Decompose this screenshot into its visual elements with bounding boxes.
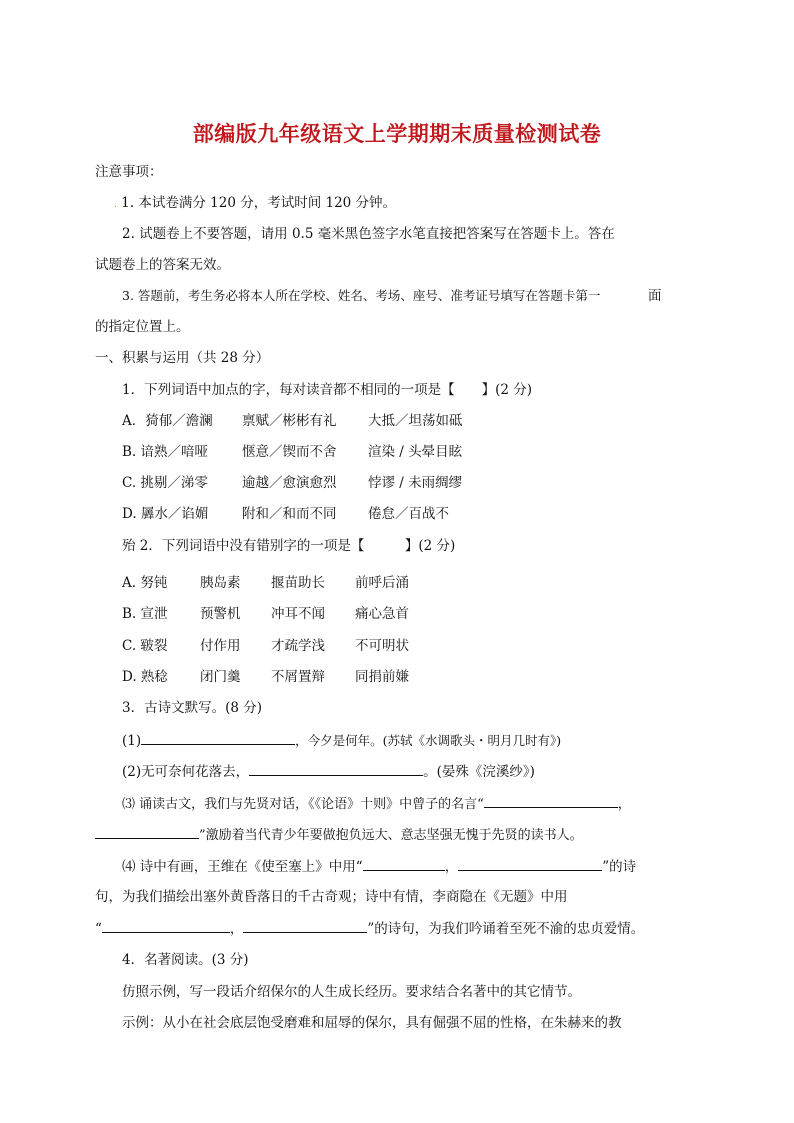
q2-option-c-3: 才疏学浅 (271, 638, 325, 654)
q1-option-a-2: 禀赋／彬彬有礼 (242, 413, 337, 429)
q1-option-b-1: B. 谙熟／喑哑 (122, 444, 209, 460)
notice-item-1 (114, 194, 396, 214)
notice-item-3-line-2: 的指定位置上。 (95, 319, 190, 335)
q3-sub-3-line-1 (122, 794, 631, 814)
q3-sub-4-answer-blank-4[interactable] (243, 919, 367, 933)
q1-option-b-2: 惬意／锲而不舍 (242, 444, 337, 460)
q3-sub-4-comma: ， (444, 859, 459, 875)
q3-stem: 3．古诗文默写。(8 分) (122, 700, 263, 716)
q3-sub-4-line-3 (95, 919, 644, 938)
q2-option-d-3: 不屑置辩 (271, 669, 325, 685)
q2-option-d-1: D. 熟稔 (122, 669, 168, 685)
q3-sub-4-text: ⑷ 诗中有画，王维在《使至塞上》中用“ (122, 859, 363, 875)
q3-sub-4-tail: ”的诗 (602, 859, 637, 875)
q3-sub-3-comma: ， (617, 797, 631, 812)
q1-option-b-3: 渲染 / 头晕目眩 (368, 444, 463, 460)
q3-sub-4-tail-2: ”的诗句，为我们吟诵着至死不渝的忠贞爱情。 (367, 921, 645, 937)
notice-item-3-line-1: 3. 答题前，考生务必将本人所在学校、姓名、考场、座号、准考证号填写在答题卡第一 (122, 288, 601, 303)
q1-option-d-3: 倦怠／百战不 (368, 506, 449, 522)
q2-option-d-4: 同捐前嫌 (355, 669, 409, 685)
q1-option-d-1: D. 羼水／谄媚 (122, 506, 209, 522)
q3-sub-4-answer-blank-1[interactable] (363, 857, 445, 871)
q3-sub-3-line-2 (95, 825, 583, 845)
notice-marker: . (114, 200, 117, 210)
q3-sub-1-source: ，今夕是何年。(苏轼《水调歌头・明月几时有》) (295, 733, 562, 748)
q3-sub-3-text-2: ”激励着当代青少年要做抱负远大、意志坚强无愧于先贤的读书人。 (199, 828, 583, 843)
notice-item-1-text: 1. 本试卷满分 120 分，考试时间 120 分钟。 (121, 195, 397, 211)
q3-sub-1-label: (1) (122, 733, 142, 749)
section-1-heading: 一、积累与运用（共 28 分） (95, 350, 270, 366)
q4-stem: 4．名著阅读。(3 分) (122, 952, 249, 968)
q3-sub-2-text: (2)无可奈何花落去， (122, 764, 250, 780)
q3-sub-4-comma-2: ， (229, 921, 244, 937)
q3-sub-2-answer-blank[interactable] (249, 762, 423, 776)
q4-example: 示例：从小在社会底层饱受磨难和屈辱的保尔，具有倔强不屈的性格，在朱赫来的教 (122, 1015, 622, 1031)
q2-option-b-2: 预警机 (200, 606, 241, 622)
q1-option-d-2: 附和／和而不同 (242, 506, 337, 522)
q3-sub-3-answer-blank-1[interactable] (484, 794, 618, 808)
q4-instruction: 仿照示例，写一段话介绍保尔的人生成长经历。要求结合名著中的其它情节。 (122, 984, 581, 1000)
q3-sub-4-line-1 (122, 857, 636, 876)
q2-option-c-1: C. 皲裂 (122, 638, 168, 654)
notice-item-2-line-1: 2. 试题卷上不要答题，请用 0.5 毫米黑色签字水笔直接把答案写在答题卡上。答在 (122, 226, 615, 242)
q3-sub-2 (122, 762, 535, 781)
q1-option-c-1: C. 挑剔／涕零 (122, 475, 208, 491)
notice-header: 注意事项： (95, 164, 163, 180)
q1-option-a-3: 大抵／坦荡如砥 (368, 413, 463, 429)
notice-item-3-tail: 面 (648, 288, 662, 304)
q3-sub-4-line-2: 句，为我们描绘出塞外黄昏落日的千古奇观；诗中有情，李商隐在《无题》中用 (95, 889, 568, 905)
q2-option-c-4: 不可明状 (355, 638, 409, 654)
q2-option-c-2: 付作用 (200, 638, 241, 654)
q3-sub-1-answer-blank[interactable] (141, 731, 295, 745)
q2-option-a-3: 揠苗助长 (271, 575, 325, 591)
q3-sub-4-open-quote: “ (95, 921, 102, 937)
q3-sub-1 (122, 731, 561, 750)
q3-sub-4-answer-blank-2[interactable] (458, 857, 602, 871)
q2-option-b-3: 冲耳不闻 (271, 606, 325, 622)
q2-option-d-2: 闭门羹 (200, 669, 241, 685)
q2-option-a-1: A. 努钝 (122, 575, 168, 591)
q3-sub-3-answer-blank-2[interactable] (95, 825, 199, 839)
q1-option-a-1: A．猗郁／澹澜 (122, 413, 213, 429)
exam-title: 部编版九年级语文上学期期末质量检测试卷 (192, 122, 602, 146)
q2-option-b-1: B. 宣泄 (122, 606, 168, 622)
q1-stem: 1．下列词语中加点的字，每对读音都不相同的一项是【 】(2 分) (122, 382, 533, 398)
q3-sub-3-text: ⑶ 诵读古文，我们与先贤对话，《《论语》十则》中曾子的名言“ (122, 797, 484, 812)
q1-option-c-2: 逾越／愈演愈烈 (242, 475, 337, 491)
q1-option-c-3: 悖谬 / 未雨绸缪 (368, 475, 463, 491)
q3-sub-4-answer-blank-3[interactable] (102, 919, 230, 933)
q2-stem: 殆 2．下列词语中没有错别字的一项是【 】(2 分) (122, 538, 456, 554)
q3-sub-2-source: 。(晏殊《浣溪纱》) (423, 764, 535, 780)
q2-option-a-2: 胰岛素 (200, 575, 241, 591)
notice-item-2-line-2: 试题卷上的答案无效。 (95, 257, 230, 273)
q2-option-a-4: 前呼后涌 (355, 575, 409, 591)
q2-option-b-4: 痛心急首 (355, 606, 409, 622)
